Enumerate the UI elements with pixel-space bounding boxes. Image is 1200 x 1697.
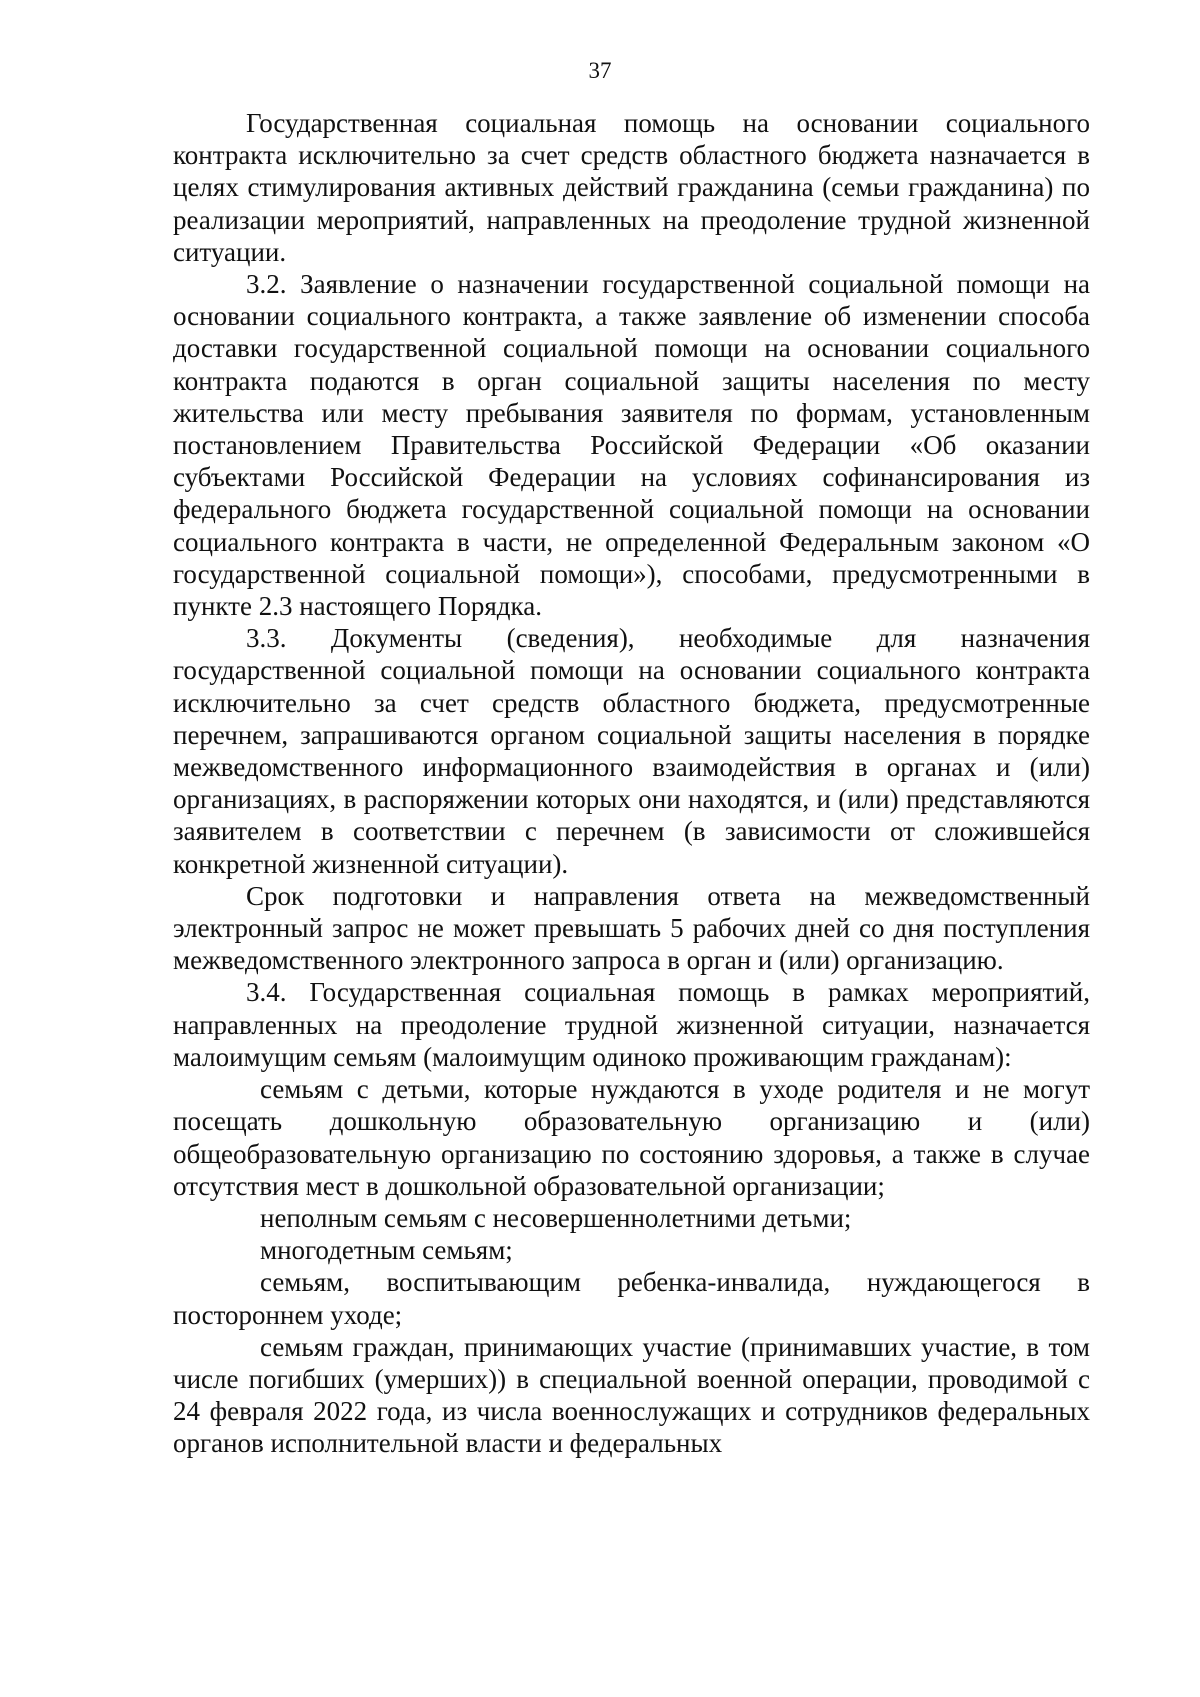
paragraph-3-3-documents: 3.3. Документы (сведения), необходимые для назначения государственной социальной помощи на основании социального контракта исключительно за счет средств областного бюджета, предусмотренные перечнем, запрашиваются органом социальной защиты населения в порядке межведомственного информационного взаимодействия в органах и (или) организациях, в распоряжении которых они находятся, и (или) представляются заявителем в соответствии с перечнем (в зависимости от сложившейся конкретной жизненной ситуации). (173, 623, 1090, 879)
list-item-families-with-children: семьям с детьми, которые нуждаются в уходе родителя и не могут посещать дошкольную образовательную организацию и (или) общеобразовательную организацию по состоянию здоровья, а также в случае отсутствия мест в дошкольной образовательной организации; (173, 1074, 1090, 1201)
paragraph-3-4-assistance: 3.4. Государственная социальная помощь в рамках мероприятий, направленных на преодоление трудной жизненной ситуации, назначается малоимущим семьям (малоимущим одиноко проживающим гражданам): (173, 977, 1090, 1072)
paragraph-3-2-application: 3.2. Заявление о назначении государственной социальной помощи на основании социального контракта, а также заявление об изменении способа доставки государственной социальной помощи на основании социального контракта подаются в орган социальной защиты населения по месту жительства или месту пребывания заявителя по формам, установленным постановлением Правительства Российской Федерации «Об оказании субъектами Российской Федерации на условиях софинансирования из федерального бюджета государственной социальной помощи на основании социального контракта в части, не определенной Федеральным законом «О государственной социальной помощи»), способами, предусмотренными в пункте 2.3 настоящего Порядка. (173, 269, 1090, 622)
page-number: 37 (588, 58, 612, 83)
paragraph-social-contract-purpose: Государственная социальная помощь на основании социального контракта исключительно за счет средств областного бюджета назначается в целях стимулирования активных действий гражданина (семьи гражданина) по реализации мероприятий, направленных на преодоление трудной жизненной ситуации. (173, 108, 1090, 267)
document-body (173, 107, 1090, 1460)
paragraph-request-deadline: Срок подготовки и направления ответа на межведомственный электронный запрос не может превышать 5 рабочих дней со дня поступления межведомственного электронного запроса в орган и (или) организацию. (173, 880, 1090, 976)
list-item-military-operation-families: семьям граждан, принимающих участие (принимавших участие, в том числе погибших (умерших)) в специальной военной операции, проводимой с 24 февраля 2022 года, из числа военнослужащих и сотрудников федеральных органов исполнительной власти и федеральных (173, 1331, 1090, 1459)
list-item-large-families: многодетным семьям; (260, 1235, 513, 1266)
list-item-disabled-child-families: семьям, воспитывающим ребенка-инвалида, нуждающегося в постороннем уходе; (173, 1267, 1090, 1330)
list-item-single-parent-families: неполным семьям с несовершеннолетними детьми; (260, 1202, 852, 1233)
